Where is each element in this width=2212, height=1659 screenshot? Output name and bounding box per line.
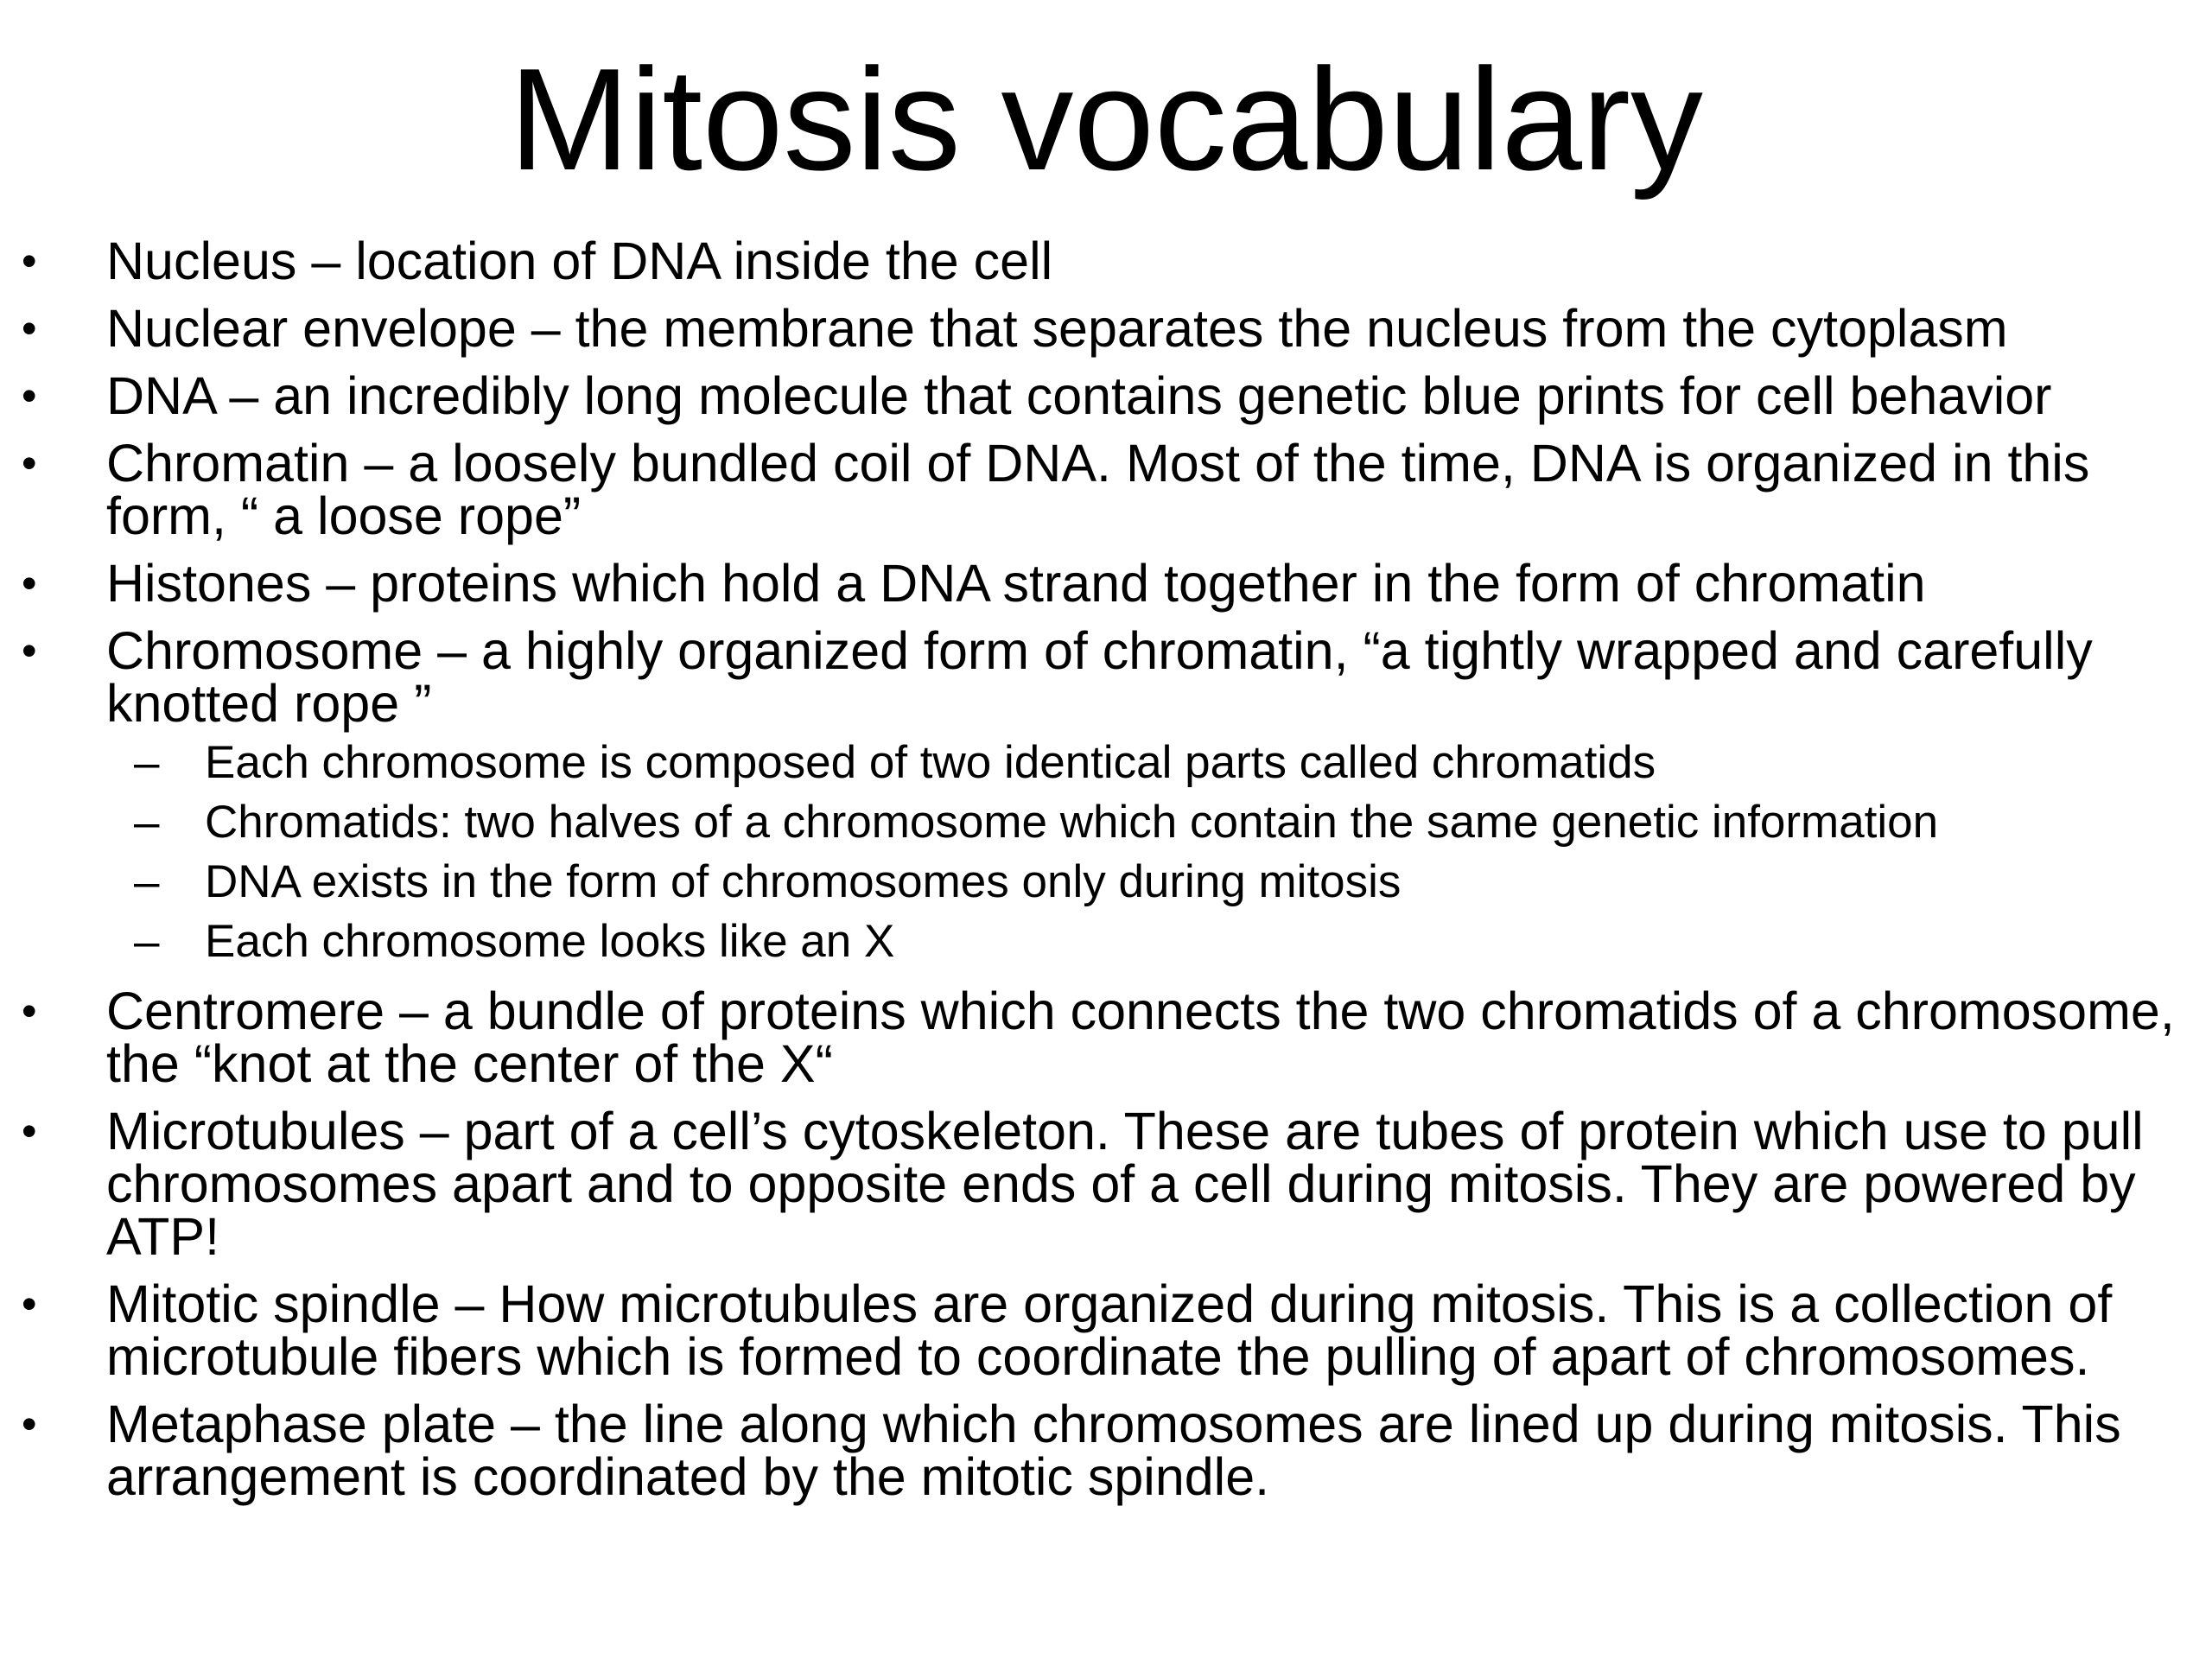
slide-title: Mitosis vocabulary	[509, 38, 1703, 200]
bullet-icon: •	[22, 987, 37, 1035]
list-item-chromosome	[0, 621, 2212, 733]
bullet-icon: •	[22, 237, 37, 285]
sublist-item-chromatids-definition	[0, 797, 2212, 848]
bullet-icon: •	[22, 1400, 37, 1448]
bullet-icon: •	[22, 1107, 37, 1155]
list-item-chromatin	[0, 434, 2212, 545]
dash-icon: –	[134, 856, 160, 907]
list-item-text: Histones – proteins which hold a DNA strand together in the form of chromatin	[106, 554, 1926, 613]
bullet-icon: •	[22, 304, 37, 353]
vocabulary-list	[0, 232, 2212, 1518]
list-item-metaphase-plate	[0, 1395, 2212, 1506]
chromosome-sublist	[0, 737, 2212, 967]
dash-icon: –	[134, 797, 160, 848]
bullet-icon: •	[22, 439, 37, 487]
list-item-text: Metaphase plate – the line along which chromosomes are lined up during mitosis. This arrangement is coordinated by the mitotic spindle.	[106, 1395, 2121, 1506]
list-item-histones	[0, 554, 2212, 613]
list-item-text: DNA – an incredibly long molecule that contains genetic blue prints for cell behavior	[106, 366, 2052, 425]
sublist-item-chromatids-parts	[0, 737, 2212, 788]
list-item-text: Mitotic spindle – How microtubules are organized during mitosis. This is a collection of microtubule fibers which is formed to coordinate the pulling of apart of chromosomes.	[106, 1274, 2113, 1386]
dash-icon: –	[134, 737, 160, 788]
list-item-text: Nucleus – location of DNA inside the cell	[106, 232, 1053, 290]
dash-icon: –	[134, 916, 160, 967]
list-item-text: Chromosome – a highly organized form of chromatin, “a tightly wrapped and carefully knotted rope ”	[106, 621, 2093, 733]
list-item-text: Nuclear envelope – the membrane that separates the nucleus from the cytoplasm	[106, 299, 2008, 358]
bullet-icon: •	[22, 372, 37, 420]
sublist-item-text: Chromatids: two halves of a chromosome which contain the same genetic information	[205, 797, 1939, 848]
sublist-item-text: Each chromosome looks like an X	[205, 916, 895, 967]
list-item-text: Chromatin – a loosely bundled coil of DNA. Most of the time, DNA is organized in this form, “ a loose rope”	[106, 434, 2090, 545]
list-item-text: Centromere – a bundle of proteins which connects the two chromatids of a chromosome, the “knot at the center of the X“	[106, 982, 2175, 1093]
list-item-text: Microtubules – part of a cell’s cytoskeleton. These are tubes of protein which use to pull chromosomes apart and to opposite ends of a cell during mitosis. They are powered by ATP!	[106, 1102, 2144, 1266]
list-item-dna	[0, 366, 2212, 425]
list-item-nucleus	[0, 232, 2212, 290]
sublist-item-text: Each chromosome is composed of two identical parts called chromatids	[205, 737, 1656, 788]
list-item-microtubules	[0, 1102, 2212, 1266]
sublist-item-dna-form	[0, 856, 2212, 907]
list-item-nuclear-envelope	[0, 299, 2212, 358]
sublist-item-text: DNA exists in the form of chromosomes only during mitosis	[205, 856, 1402, 907]
bullet-icon: •	[22, 1280, 37, 1328]
bullet-icon: •	[22, 559, 37, 607]
list-item-centromere	[0, 982, 2212, 1093]
list-item-mitotic-spindle	[0, 1274, 2212, 1386]
bullet-icon: •	[22, 626, 37, 675]
sublist-item-x-shape	[0, 916, 2212, 967]
